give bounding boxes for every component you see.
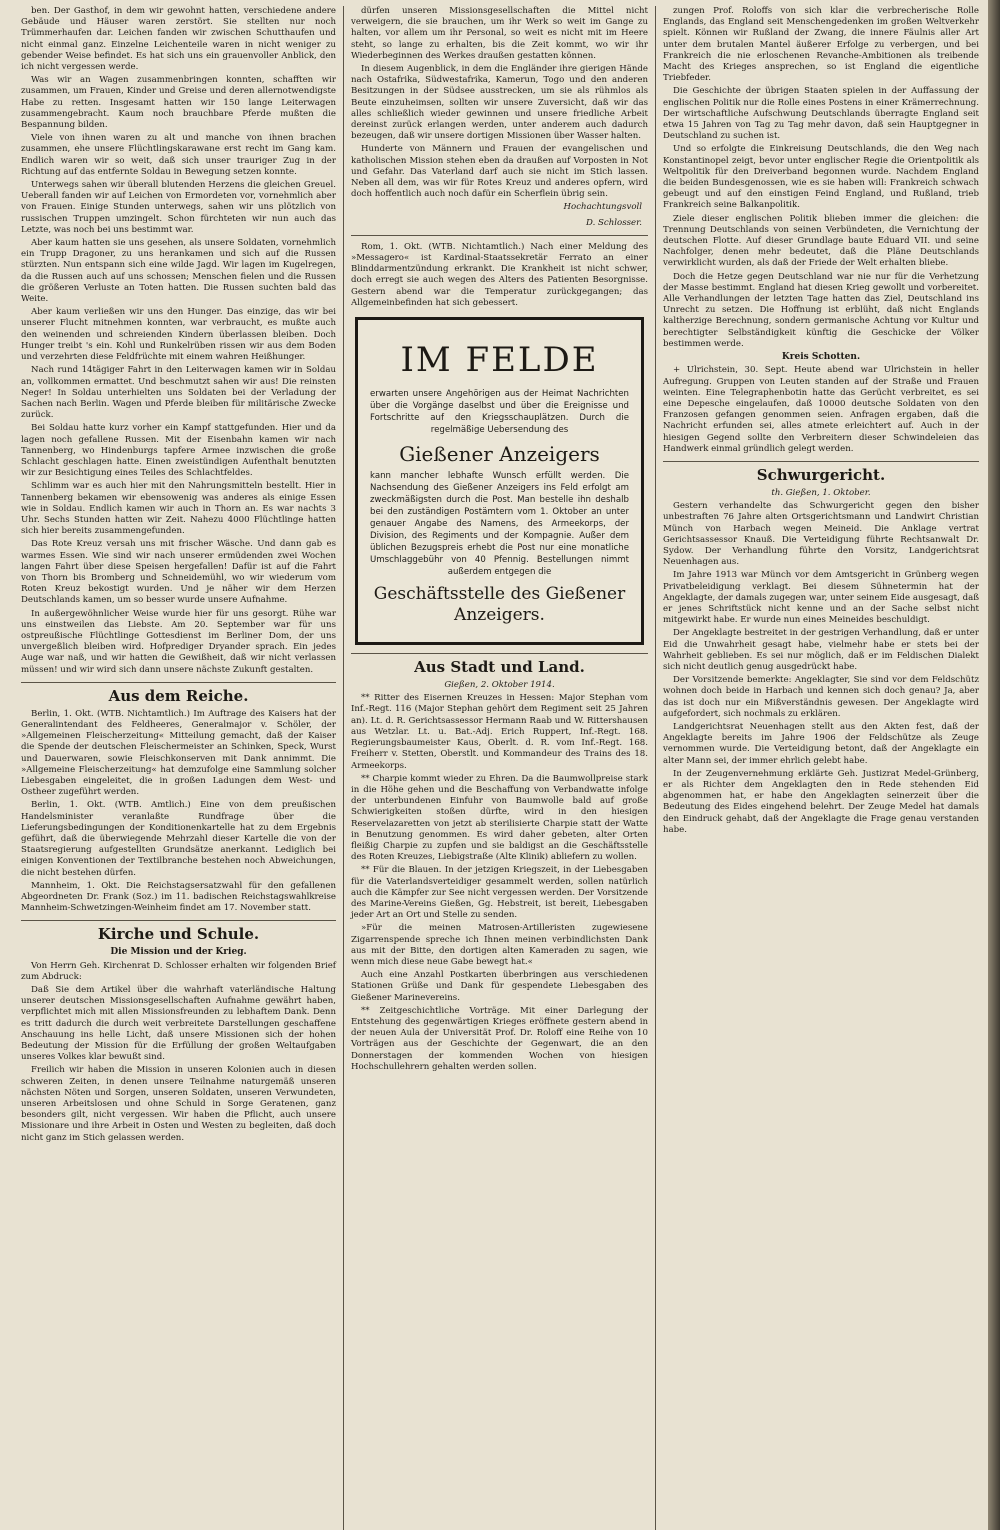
letter-greeting: Hochachtungsvoll bbox=[563, 202, 642, 213]
paragraph: Freilich wir haben die Mission in unseren Kolonien auch in diesen schweren Zeiten, in denen unsere Teilnahme naturgemäß unseren nächsten Nöten und Sorgen, unseren Soldaten, unseren Verwundeten, unseren Arbeitslosen und ohne Schuld in Sorge Geratenen, ganz besonders gilt, nicht vergessen. Wir haben die Pflicht, auch unsere Missionare und ihre Arbeit in Osten und Westen zu begleiten, daß doch nicht ganz im Stich gelassen werden. bbox=[21, 1065, 336, 1143]
section-title-schotten: Kreis Schotten. bbox=[781, 352, 861, 363]
section-title-stadt: Aus Stadt und Land. bbox=[351, 653, 648, 676]
paragraph: Landgerichtsrat Neuenhagen stellt aus den Akten fest, daß der Angeklagte bereits im Jahre 1906 der Feldschütze als Zeuge vernommen wurde. Die Verteidigung betont, daß der Angeklagte ein alter Mann sei, der immer ehrlich gelebt habe. bbox=[663, 721, 979, 766]
paragraph: Gestern verhandelte das Schwurgericht gegen den bisher unbestraften 76 Jahre alten Ortsgerichtsmann und Landwirt Christian Münch von Harbach wegen Meineid. Die Anklage vertrat Gerichtsassessor Knauß. Die Verteidigung führte Rechtsanwalt Dr. Sydow. Der Verhandlung führte den Vorsitz, Landgerichtsrat Neuenhagen aus. bbox=[663, 501, 979, 568]
column-left bbox=[14, 6, 344, 1530]
paragraph: Ziele dieser englischen Politik blieben immer die gleichen: die Trennung Deutschlands von seinen Verbündeten, die Vernichtung der deutschen Flotte. Auf dieser Grundlage baute Eduard VII. und seine Nachfolger, denen mehr bedeutet, daß die Pläne Deutschlands verwirklicht wurden, als daß der Friede der Welt erhalten bliebe. bbox=[663, 213, 979, 269]
paragraph: In diesem Augenblick, in dem die Engländer ihre gierigen Hände nach Ostafrika, Südwestafrika, Kamerun, Togo und den anderen Besitzungen in der Südsee ausstrecken, um sie als rühmlos als Beute einzuheimsen, sollten wir unsere Zuversicht, daß wir das alles schließlich wieder gewinnen und unsere friedliche Arbeit dereinst zurück erlangen werden, unter anderem auch dadurch bezeugen, daß wir unsere dortigen Missionen über Wasser halten. bbox=[351, 64, 648, 142]
refugee-report-article bbox=[21, 6, 336, 676]
paragraph: ** Für die Blauen. In der jetzigen Kriegszeit, in der Liebesgaben für die Vaterlandsverteidiger gesammelt werden, sollen natürlich auch die Kämpfer zur See nicht vergessen werden. Der Vorsitzende des Marine-Vereins Gießen, Gg. Hebstreit, ist bereit, Liebesgaben jeder Art an Ort und Stelle zu senden. bbox=[351, 865, 648, 921]
paragraph: In der Zeugenvernehmung erklärte Geh. Justizrat Medel-Grünberg, er als Richter dem Angeklagten den in Rede stehenden Eid abgenommen hat, er habe den Angeklagten seinerzeit über die Bedeutung des Eides eingehend belehrt. Der Zeuge Medel hat damals den Eindruck gehabt, daß der Angeklagte die Frage genau verstanden habe. bbox=[663, 768, 979, 835]
local-news bbox=[351, 693, 648, 1073]
paragraph: Der Angeklagte bestreitet in der gestrigen Verhandlung, daß er unter Eid die Unwahrheit gesagt habe, vielmehr habe er stets bei der Wahrheit geblieben. Es sei nur möglich, daß er im Feldischen Dialekt sich nicht deutlich genug ausgedrückt habe. bbox=[663, 628, 979, 672]
paragraph: In außergewöhnlicher Weise wurde hier für uns gesorgt. Rühe war uns einstweilen das Liebste. Am 20. September war für uns ostpreußische Flüchtlinge Gottesdienst im Berliner Dom, der uns unvergeßlich bleiben wird. Hofprediger Dryander sprach. Ein jedes Auge war naß, und wir hatten die Gewißheit, daß wir nicht verlassen müssen! und wir wird sich dann unsere nächste Zukunft gestalten. bbox=[21, 608, 336, 675]
paragraph: Aber kaum hatten sie uns gesehen, als unsere Soldaten, vornehmlich ein Trupp Dragoner, zu uns herankamen und sich auf die Russen stürzten. Nun entspann sich eine wilde Jagd. Wir lagen im Kugelregen, da die Russen auch auf uns schossen; Menschen fielen und die Russen die größeren Verluste an Toten hatten. Die Russen suchten bald das Weite. bbox=[21, 238, 336, 305]
ad-title: IM FELDE bbox=[400, 340, 599, 381]
paragraph: Schlimm war es auch hier mit den Nahrungsmitteln bestellt. Hier in Tannenberg bekamen wir ebensowenig was anderes als einige Essen wie in Soldau. Endlich kamen wir auch in Thorn an. Es war nachts 3 Uhr. Sechs Stunden hatten wir Zeit. Nahezu 4000 Flüchtlinge hatten sich hier bereits zusammengefunden. bbox=[21, 481, 336, 537]
paragraph: Aber kaum verließen wir uns den Hunger. Das einzige, das wir bei unserer Flucht mitnehmen konnten, war verbraucht, es mußte auch den weinenden und schreienden Kindern überlassen bleiben. Doch Hunger treibt 's ein. Kohl und Runkelrüben rissen wir aus dem Boden und verzehrten diese Feldfrüchte mit einem wahren Heißhunger. bbox=[21, 307, 336, 363]
paragraph: Was wir an Wagen zusammenbringen konnten, schafften wir zusammen, um Frauen, Kinder und Greise und deren allernotwendigste Habe zu retten. Insgesamt hatten wir 150 lange Leiterwagen zusammengebracht. Kaum noch brauchbare Pferde mußten die Bespannung bilden. bbox=[21, 75, 336, 131]
paragraph: ** Zeitgeschichtliche Vorträge. Mit einer Darlegung der Entstehung des gegenwärtigen Krieges eröffnete gestern abend in der neuen Aula der Universität Prof. Dr. Roloff eine Reihe von 10 Vorträgen aus der Geschichte der Gegenwart, die an den Donnerstagen der kommenden Wochen von hiesigen Hochschullehrern gehalten werden sollen. bbox=[351, 1005, 648, 1072]
column-middle bbox=[344, 6, 656, 1530]
paragraph: Bei Soldau hatte kurz vorher ein Kampf stattgefunden. Hier und da lagen noch gefallene Russen. Mit der Eisenbahn kamen wir nach Tannenberg, wo Hindenburgs tapfere Armee inzwischen die große Schlacht geschlagen hatte. Einen zweistündigen Aufenthalt benutzten wir zur Besichtigung eines Teiles des Schlachtfeldes. bbox=[21, 423, 336, 479]
ad-text-intro: erwarten unsere Angehörigen aus der Heimat Nachrichten über die Vorgänge daselbst und über die Ereignisse und Fortschritte auf den Kriegsschauplätzen. Durch die regelmäßige Uebersendung des bbox=[370, 389, 629, 436]
paragraph: dürfen unseren Missionsgesellschaften die Mittel nicht verweigern, die sie brauchen, um ihr Werk so weit im Gange zu halten, vor allem um ihr Personal, so weit es nicht mit im Heere steht, so lange zu erhalten, bis die Zeit kommt, wo wir ihr Wiederbeginnen des Werkes draußen gestatten können. bbox=[351, 6, 648, 61]
paragraph: Im Jahre 1913 war Münch vor dem Amtsgericht in Grünberg wegen Privatbeleidigung verklagt. Bei diesem Sühnetermin hat der Angeklagte, der damals zugegen war, unter seinem Eide ausgesagt, daß er jenes Schriftstück nicht kenne und an der Sache selbst nicht mitgewirkt habe. Er wurde nun eines Meineides beschuldigt. bbox=[663, 570, 979, 626]
mission-letter-continued bbox=[351, 6, 648, 200]
ulrichstein-report: + Ulrichstein, 30. Sept. Heute abend war Ulrichstein in heller Aufregung. Gruppen von Leuten standen auf der Straße und Frauen weinten. Eine Telegraphenbotin hatte das Gerücht verbreitet, es sei eine Depesche eingelaufen, daß 10000 deutsche Soldaten von den Franzosen gefangen genommen seien. Anfragen ergaben, daß die Nachricht erfunden sei, alles atmete erleichtert auf. Auch in der hiesigen Gegend sollte den Verbreitern dieser Schwindeleien das Handwerk einmal gründlich gelegt werden. bbox=[663, 365, 979, 454]
ad-footer: Geschäftsstelle des Gießener Anzeigers. bbox=[373, 584, 626, 626]
mission-letter bbox=[21, 961, 336, 1144]
paragraph: zungen Prof. Roloffs von sich klar die verbrecherische Rolle Englands, das England seit Menschengedenken im großen Weltverkehr spielt. Können wir Rußland der Zwang, die innere Fäulnis aller Art unter dem brutalen Mantel äußerer Erfolge zu verbergen, und bei Frankreich die nie erloschenen Revanche-Ambitionen als treibende Macht des Krieges ansprechen, so ist England die eigentliche Triebfeder. bbox=[663, 6, 979, 84]
paragraph: Berlin, 1. Okt. (WTB. Amtlich.) Eine von dem preußischen Handelsminister veranlaßte Rundfrage über die Lieferungsbedingungen der Konditionenkartelle hat zu dem Ergebnis geführt, daß die überwiegende Mehrzahl dieser Kartelle die von der Staatsregierung aufgestellten Grundsätze anerkannt. Lediglich bei einigen Konventionen der Textilbranche bestehen noch Abweichungen, die nicht bestehen dürfen. bbox=[21, 800, 336, 878]
paragraph: ** Charpie kommt wieder zu Ehren. Da die Baumwollpreise stark in die Höhe gehen und die Beschaffung von Verbandwatte infolge der unterbundenen Einfuhr von Baumwolle bald auf große Schwierigkeiten stoßen dürfte, wird in den hiesigen Reservelazaretten von jetzt ab sterilisierte Charpie statt der Watte in Benutzung genommen. Es wird daher gebeten, alter Orten fleißig Charpie zu zupfen und sie baldigst an die Geschäftsstelle des Roten Kreuzes, Liebigstraße (Alte Klinik) abliefern zu wollen. bbox=[351, 773, 648, 863]
rome-report: Rom, 1. Okt. (WTB. Nichtamtlich.) Nach einer Meldung des »Messagero« ist Kardinal-Staatssekretär Ferrato an einer Blinddarmentzündung erkrankt. Die Krankheit ist nicht schwer, doch erregt sie auch wegen des Alters des Patienten Besorgnisse. Gestern abend war die Temperatur zurückgegangen; das Allgemeinbefinden hat sich gebessert. bbox=[351, 241, 648, 308]
paragraph: Unterwegs sahen wir überall blutenden Herzens die gleichen Greuel. Ueberall fanden wir auf Leichen von Ermordeten vor, vornehmlich aber von Frauen. Einige Stunden unterwegs, sahen wir uns plötzlich von russischen Truppen umzingelt. Schon fürchteten wir nun auch das Letzte, was noch bei uns bestimmt war. bbox=[21, 180, 336, 235]
advertisement-im-felde bbox=[355, 317, 644, 645]
paragraph: Auch eine Anzahl Postkarten überbringen aus verschiedenen Stationen Grüße und Dank für gespendete Liebesgaben des Gießener Marinevereins. bbox=[351, 970, 648, 1003]
page-binding-edge bbox=[988, 0, 1000, 1530]
paragraph: Berlin, 1. Okt. (WTB. Nichtamtlich.) Im Auftrage des Kaisers hat der Generalintendant des Feldheeres, Generalmajor v. Schöler, der »Allgemeinen Fleischerzeitung« Mitteilung gemacht, daß der Kaiser die Spende der deutschen Fleischermeister an Schinken, Speck, Wurst und Dauerwaren, sowie Fleischkonserven mit Dank annimmt. Die »Allgemeine Fleischerzeitung« hat demzufolge eine Sammlung solcher Liebesgaben eingeleitet, die in großen Ladungen dem West- und Ostheer zugeführt werden. bbox=[21, 708, 336, 798]
paragraph: Nach rund 14tägiger Fahrt in den Leiterwagen kamen wir in Soldau an, vollkommen ermattet. Und beschmutzt sahen wir aus! Die reinsten Neger! In Soldau unterhielten uns Soldaten bei der Verladung der Sachen nach Berlin. Wagen und Pferde bleiben für militärische Zwecke zurück. bbox=[21, 365, 336, 421]
paragraph: Mannheim, 1. Okt. Die Reichstagsersatzwahl für den gefallenen Abgeordneten Dr. Frank (Soz.) im 11. badischen Reichstagswahlkreise Mannheim-Schwetzingen-Weinheim findet am 17. November statt. bbox=[21, 880, 336, 914]
paragraph: Der Vorsitzende bemerkte: Angeklagter, Sie sind vor dem Feldschütz wohnen doch beide in Harbach und kennen sich doch genau? Ja, aber das ist doch nur ein Mißverständnis gewesen. Der Angeklagte wird aufgefordert, sich nochmals zu erklären. bbox=[663, 675, 979, 719]
schwurgericht-dateline: th. Gießen, 1. Oktober. bbox=[771, 487, 871, 498]
paragraph: Und so erfolgte die Einkreisung Deutschlands, die den Weg nach Konstantinopel zeigt, bevor unter englischer Regie die Orientpolitik als Weltpolitik für den Dreiverband begonnen wurde. Nachdem England die beiden Bundesgenossen, wie es sie haben will: Frankreich schwach gebeugt und auf den einstigen Feind England, und Rußland, trieb Frankreich seine Balkanpolitik. bbox=[663, 144, 979, 211]
paragraph: Doch die Hetze gegen Deutschland war nie nur für die Verhetzung der Masse bestimmt. England hat diesen Krieg gewollt und vorbereitet. Alle Verhandlungen der letzten Tage hatten das Ziel, Deutschland ins Unrecht zu setzen. Die Hoffnung ist erblüht, daß nicht Englands kaltherzige Berechnung, sondern germanische Achtung vor Kultur und berechtigter Selbständigkeit künftig die Geschicke der Völker bestimmen werde. bbox=[663, 271, 979, 349]
section-title-schwurgericht: Schwurgericht. bbox=[663, 461, 979, 484]
paragraph: ** Ritter des Eisernen Kreuzes in Hessen: Major Stephan vom Inf.-Regt. 116 (Major Stephan gehört dem Regiment seit 25 Jahren an). Lt. d. R. Gerichtsassessor Hermann Raab und W. Rittershausen aus Wetzlar. Lt. u. Bat.-Adj. Erich Ruppert, Inf.-Regt. 168. Regierungsbaumeister Kaus, Oberlt. d. R. vom Inf.-Regt. 168. Freiherr v. Stetten, Oberstlt. und Kommandeur des Trains des 18. Armeekorps. bbox=[351, 693, 648, 771]
paragraph: Hunderte von Männern und Frauen der evangelischen und katholischen Mission stehen eben da draußen auf Vorposten in Not und Gefahr. Das Vaterland darf auch sie nicht im Stich lassen. Neben all dem, was wir für Rotes Kreuz und anderes opfern, wird doch hoffentlich auch noch dafür ein Scherflein übrig sein. bbox=[351, 144, 648, 200]
letter-signature: D. Schlosser. bbox=[585, 217, 642, 228]
column-right bbox=[656, 6, 986, 1530]
paragraph: ben. Der Gasthof, in dem wir gewohnt hatten, verschiedene andere Gebäude und Häuser waren zerstört. Sie stellten nur noch Trümmerhaufen dar. Leichen fanden wir zwischen Schutthaufen und nicht einmal ganz. Einzelne Leichenteile waren in nicht weniger zu gebender Weise befindet. Es hat sich uns ein grauenvoller Anblick, den ich nicht vergessen werde. bbox=[21, 6, 336, 73]
article-subtitle-mission: Die Mission und der Krieg. bbox=[110, 947, 247, 958]
section-title-reich: Aus dem Reiche. bbox=[21, 682, 336, 705]
reich-news bbox=[21, 709, 336, 915]
court-report bbox=[663, 501, 979, 836]
section-title-kirche: Kirche und Schule. bbox=[21, 920, 336, 943]
ad-text-body: kann mancher lebhafte Wunsch erfüllt werden. Die Nachsendung des Gießener Anzeigers ins Feld erfolgt am zweckmäßigsten durch die Post. Man bestelle ihn deshalb bei den zuständigen Postämtern vom 1. Oktober an unter genauer Angabe des Namens, des Armeekorps, der Division, des Regiments und der Kompagnie. Außer dem üblichen Bezugspreis erhebt die Post nur eine monatliche Umschlaggebühr von 40 Pfennig. Bestellungen nimmt außerdem entgegen die bbox=[370, 471, 629, 578]
divider bbox=[351, 235, 648, 236]
ad-newspaper-name: Gießener Anzeigers bbox=[399, 442, 600, 467]
lecture-report bbox=[663, 6, 979, 350]
paragraph: Daß Sie dem Artikel über die wahrhaft vaterländische Haltung unserer deutschen Missionsgesellschaften Aufnahme gewährt haben, verpflichtet mich mit allen Missionsfreunden zu lebhaftem Dank. Denn es tritt dadurch die durch weit verbreitete Darstellungen geschaffene Anschauung ins helle Licht, daß unsere Missionen sich der hohen Bedeutung der Mission für die Erfüllung der großen Weltaufgaben unseres Volkes klar bewußt sind. bbox=[21, 985, 336, 1063]
stadt-dateline: Gießen, 2. Oktober 1914. bbox=[444, 680, 555, 691]
paragraph: Die Geschichte der übrigen Staaten spielen in der Auffassung der englischen Politik nur die Rolle eines Postens in einer Krämerrechnung. Der wirtschaftliche Aufschwung Deutschlands überragte England seit etwa 15 Jahren von Tag zu Tag mehr davon, daß sein Hauptgegner in Deutschland zu suchen ist. bbox=[663, 86, 979, 142]
paragraph: Das Rote Kreuz versah uns mit frischer Wäsche. Und dann gab es warmes Essen. Wie sind wir nach unserer ermüdenden zwei Wochen langen Fahrt über diese Speisen hergefallen! Dafür ist auf die Fahrt von Thorn bis Bromberg und Schneidemühl, wo wir wiederum vom Roten Kreuz bekostigt wurden. Und je näher wir dem Herzen Deutschlands kamen, um so besser wurde unsere Aufnahme. bbox=[21, 539, 336, 606]
paragraph: »Für die meinen Matrosen-Artilleristen zugewiesene Zigarrenspende spreche ich Ihnen meinen verbindlichsten Dank aus mit der Bitte, den dortigen alten Kameraden zu sagen, wie wenn mich diese neue Gabe bewegt hat.« bbox=[351, 923, 648, 967]
paragraph: Viele von ihnen waren zu alt und manche von ihnen brachen zusammen, ehe unsere Flüchtlingskarawane erst recht im Gang kam. Endlich waren wir so weit, daß sich unser trauriger Zug in der Richtung auf das entfernte Soldau in Bewegung setzen konnte. bbox=[21, 133, 336, 177]
paragraph: Von Herrn Geh. Kirchenrat D. Schlosser erhalten wir folgenden Brief zum Abdruck: bbox=[21, 960, 336, 982]
